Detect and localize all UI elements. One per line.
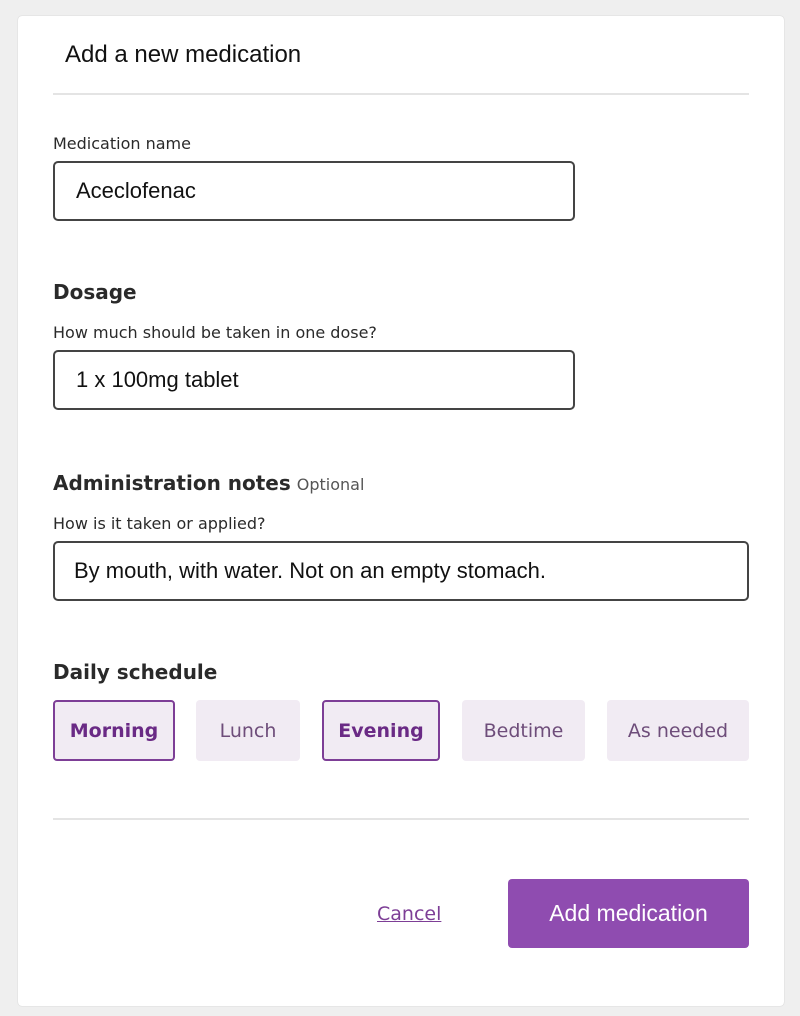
daily-schedule-heading: Daily schedule	[53, 660, 218, 684]
medication-name-input[interactable]	[53, 161, 575, 221]
administration-notes-hint: How is it taken or applied?	[53, 514, 266, 533]
footer-divider	[53, 818, 749, 820]
administration-notes-input[interactable]	[53, 541, 749, 601]
cancel-link[interactable]: Cancel	[377, 903, 442, 925]
medication-name-label: Medication name	[53, 134, 191, 153]
schedule-option-bedtime[interactable]: Bedtime	[462, 700, 585, 761]
dosage-input[interactable]	[53, 350, 575, 410]
dialog-title: Add a new medication	[65, 41, 302, 68]
optional-tag: Optional	[296, 475, 365, 494]
add-medication-button[interactable]: Add medication	[508, 879, 749, 948]
schedule-option-lunch[interactable]: Lunch	[196, 700, 300, 761]
dosage-heading: Dosage	[53, 280, 137, 304]
schedule-option-evening[interactable]: Evening	[322, 700, 440, 761]
dosage-hint: How much should be taken in one dose?	[53, 323, 377, 342]
header-divider	[53, 93, 749, 95]
administration-notes-heading-text: Administration notes	[53, 471, 291, 495]
schedule-option-morning[interactable]: Morning	[53, 700, 175, 761]
schedule-option-as-needed[interactable]: As needed	[607, 700, 749, 761]
add-medication-dialog	[18, 16, 784, 1006]
administration-notes-heading	[53, 471, 364, 497]
